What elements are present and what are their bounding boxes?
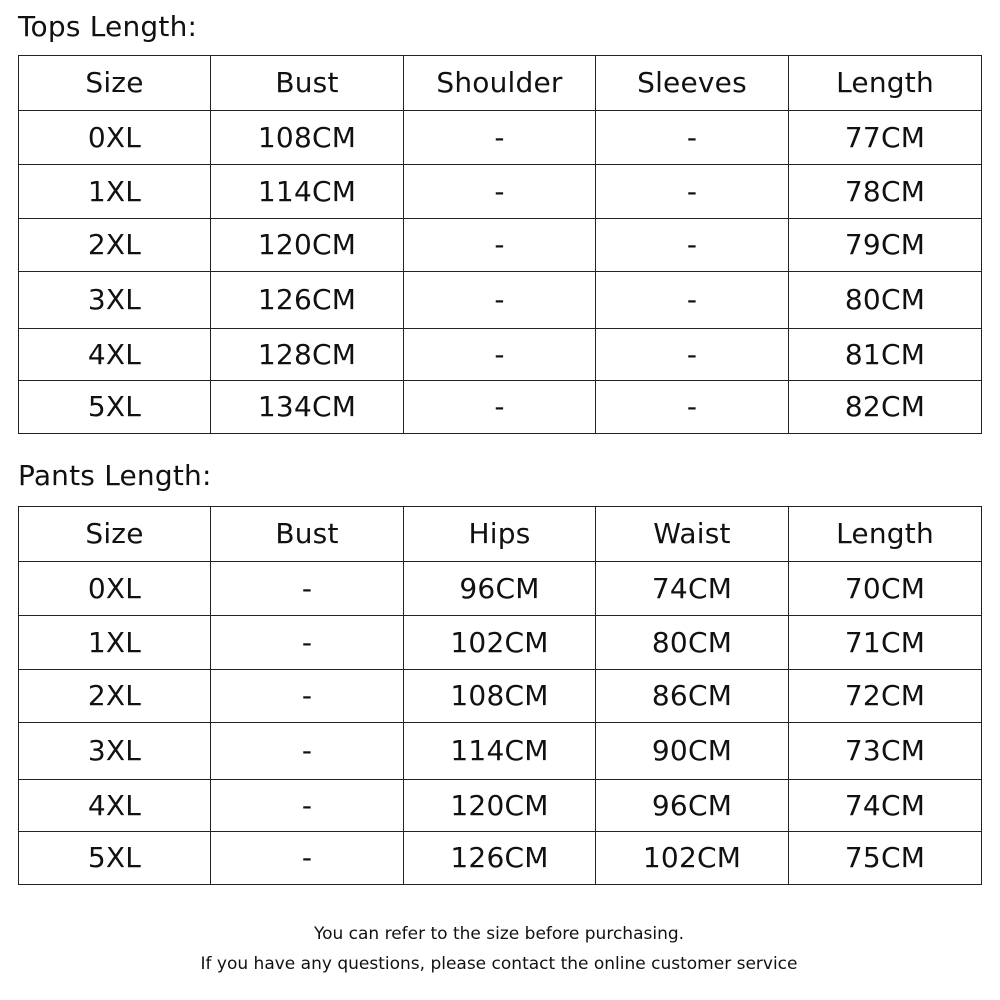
table-cell: 114CM (404, 723, 596, 780)
table-cell: 96CM (596, 780, 789, 832)
table-cell: 1XL (19, 616, 211, 670)
tops-size-table (18, 55, 982, 434)
table-cell: - (404, 219, 596, 272)
table-cell: - (596, 381, 789, 434)
footer-note-refer-size: You can refer to the size before purchasing. (313, 924, 685, 944)
table-cell: - (404, 272, 596, 329)
table-cell: 77CM (789, 111, 982, 165)
table-cell: 114CM (211, 165, 404, 219)
table-cell: - (596, 219, 789, 272)
table-cell: 0XL (19, 111, 211, 165)
pants-size-table (18, 506, 982, 885)
table-cell: 80CM (789, 272, 982, 329)
table-cell: - (596, 111, 789, 165)
table-header-row (19, 56, 982, 111)
table-cell: - (211, 562, 404, 616)
table-cell: - (596, 165, 789, 219)
table-cell: 126CM (211, 272, 404, 329)
table-cell: 108CM (211, 111, 404, 165)
table-cell: 78CM (789, 165, 982, 219)
table-row (19, 616, 982, 670)
header-cell-waist: Waist (596, 507, 789, 562)
table-cell: 126CM (404, 832, 596, 885)
table-cell: 96CM (404, 562, 596, 616)
table-row (19, 381, 982, 434)
table-cell: 74CM (789, 780, 982, 832)
table-cell: 80CM (596, 616, 789, 670)
tops-section-title: Tops Length: (18, 10, 198, 43)
table-cell: 102CM (404, 616, 596, 670)
table-cell: - (596, 272, 789, 329)
table-cell: 0XL (19, 562, 211, 616)
header-cell-shoulder: Shoulder (404, 56, 596, 111)
table-cell: - (404, 329, 596, 381)
table-cell: 3XL (19, 272, 211, 329)
footer-note-contact-service: If you have any questions, please contact the online customer service (200, 954, 798, 974)
table-cell: 82CM (789, 381, 982, 434)
table-cell: 73CM (789, 723, 982, 780)
table-cell: 4XL (19, 780, 211, 832)
table-cell: 2XL (19, 219, 211, 272)
table-cell: 4XL (19, 329, 211, 381)
table-cell: 79CM (789, 219, 982, 272)
table-cell: - (404, 111, 596, 165)
table-cell: - (404, 165, 596, 219)
table-cell: 102CM (596, 832, 789, 885)
header-cell-length: Length (789, 507, 982, 562)
table-cell: 74CM (596, 562, 789, 616)
table-row (19, 670, 982, 723)
table-cell: 120CM (211, 219, 404, 272)
table-cell: - (404, 381, 596, 434)
table-cell: 70CM (789, 562, 982, 616)
table-cell: 5XL (19, 832, 211, 885)
table-row (19, 219, 982, 272)
header-cell-length: Length (789, 56, 982, 111)
table-cell: 108CM (404, 670, 596, 723)
table-cell: - (211, 780, 404, 832)
table-cell: 75CM (789, 832, 982, 885)
header-cell-bust: Bust (211, 507, 404, 562)
header-cell-hips: Hips (404, 507, 596, 562)
header-cell-sleeves: Sleeves (596, 56, 789, 111)
table-row (19, 329, 982, 381)
table-cell: 71CM (789, 616, 982, 670)
table-cell: 128CM (211, 329, 404, 381)
table-cell: 90CM (596, 723, 789, 780)
table-cell: 3XL (19, 723, 211, 780)
table-row (19, 832, 982, 885)
table-row (19, 111, 982, 165)
table-cell: 134CM (211, 381, 404, 434)
pants-section-title: Pants Length: (18, 459, 212, 492)
table-cell: - (211, 616, 404, 670)
table-cell: 1XL (19, 165, 211, 219)
header-cell-size: Size (19, 56, 211, 111)
table-cell: - (211, 670, 404, 723)
table-cell: 2XL (19, 670, 211, 723)
table-cell: 86CM (596, 670, 789, 723)
table-row (19, 272, 982, 329)
table-cell: 81CM (789, 329, 982, 381)
table-header-row (19, 507, 982, 562)
table-row (19, 780, 982, 832)
table-cell: - (211, 832, 404, 885)
table-row (19, 562, 982, 616)
table-row (19, 723, 982, 780)
table-cell: - (596, 329, 789, 381)
table-cell: - (211, 723, 404, 780)
table-cell: 120CM (404, 780, 596, 832)
table-row (19, 165, 982, 219)
header-cell-bust: Bust (211, 56, 404, 111)
header-cell-size: Size (19, 507, 211, 562)
table-cell: 5XL (19, 381, 211, 434)
table-cell: 72CM (789, 670, 982, 723)
